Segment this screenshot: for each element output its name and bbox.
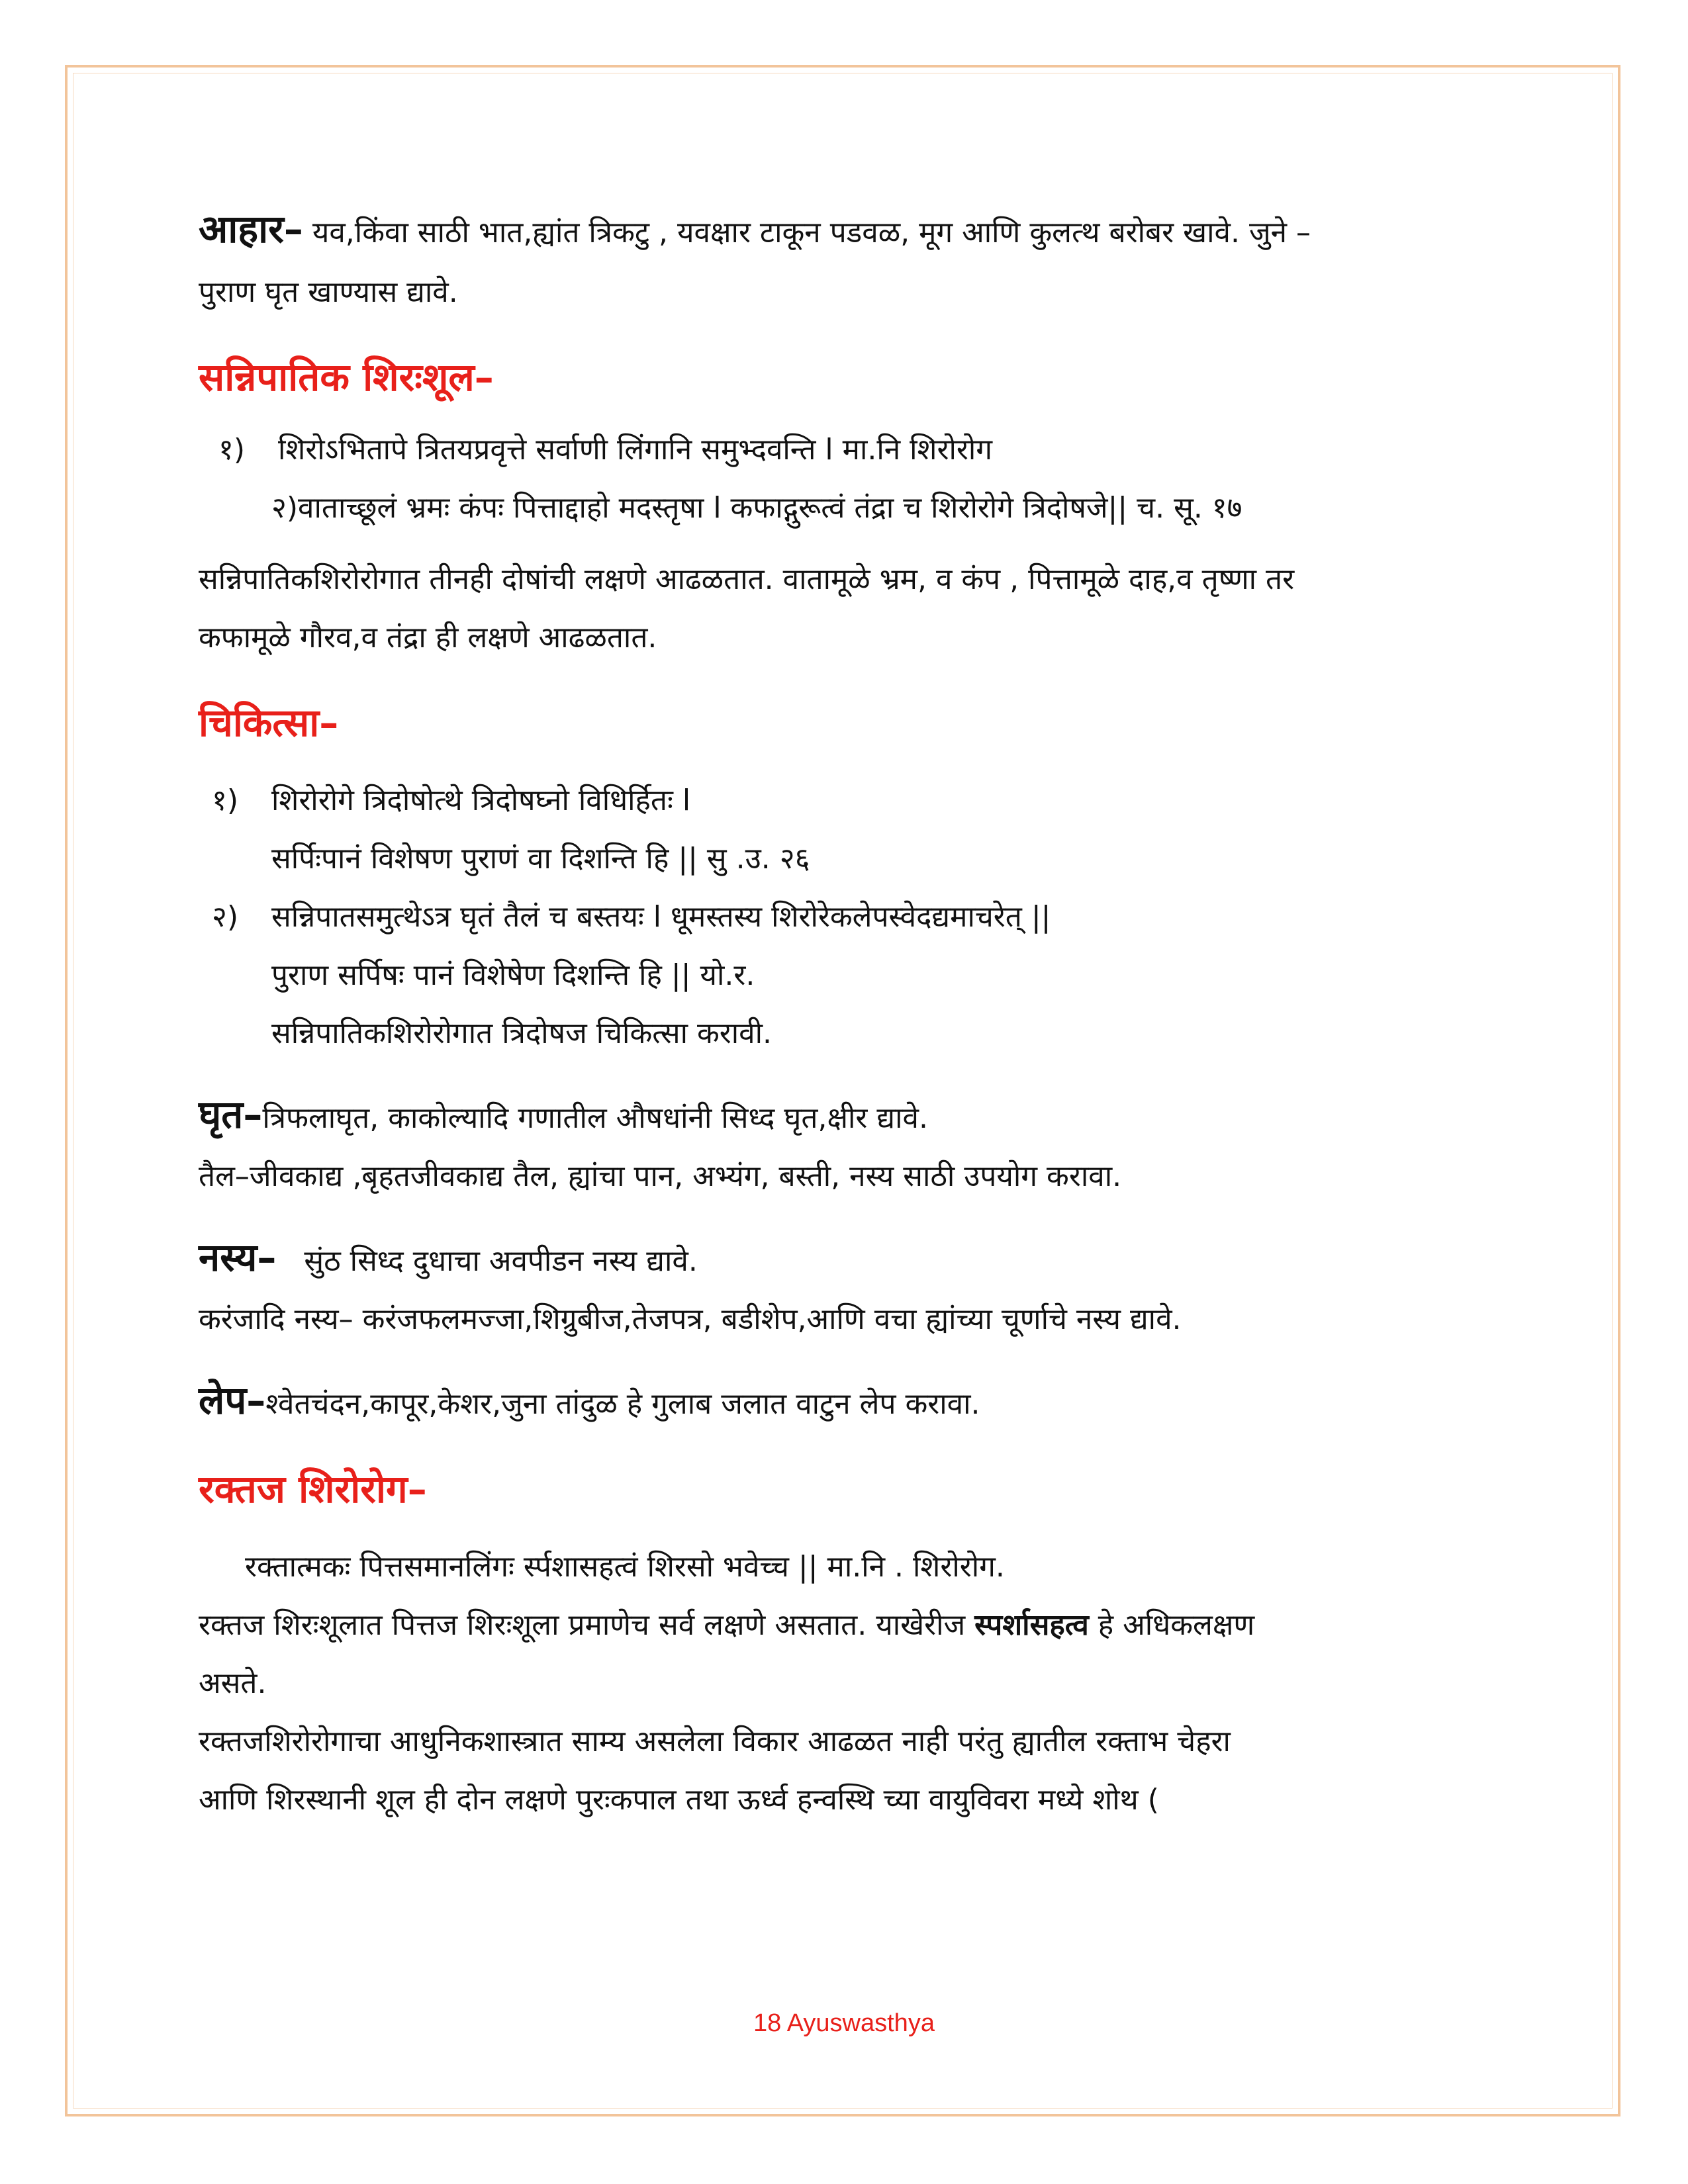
chikitsa-item-2-line-1: सन्निपातसमुत्थेऽत्र घृतं तैलं च बस्तयः l धूमस्तस्य शिरोरेकलेपस्वेदद्यमाचरेत् || [271, 900, 1051, 934]
raktaj-heading [199, 1456, 1496, 1522]
ahar-dash: – [283, 206, 303, 251]
chikitsa-item-1 [199, 772, 1496, 830]
ghrut-paragraph [199, 1085, 1496, 1148]
chikitsa-item-1-num: १) [212, 784, 239, 817]
raktaj-desc-1-bold: स्पर्शासहत्व [974, 1608, 1089, 1642]
sannipatik-verse-2 [199, 479, 1496, 537]
chikitsa-item-2-cont-2 [199, 1005, 1496, 1063]
raktaj-desc-3: आणि शिरस्थानी शूल ही दोन लक्षणे पुरःकपाल तथा ऊर्ध्व हन्वस्थि च्या वायुविवरा मध्ये शोथ ( [199, 1783, 1159, 1817]
raktaj-desc-1 [199, 1596, 1496, 1655]
tel-text: तैल–जीवकाद्य ,बृहतजीवकाद्य तैल, ह्यांचा पान, अभ्यंग, बस्ती, नस्य साठी उपयोग करावा. [199, 1160, 1122, 1193]
page-content [199, 199, 1496, 1829]
sannipatik-heading [199, 344, 1496, 410]
raktaj-heading-text: रक्तज शिरोरोग [199, 1467, 408, 1512]
nasya-paragraph [199, 1228, 1496, 1291]
ghrut-text: त्रिफलाघृत, काकोल्यादि गणातील औषधांनी सिध्द घृत,क्षीर द्यावे. [262, 1101, 928, 1135]
lep-lead: लेप [199, 1378, 247, 1423]
chikitsa-item-2 [199, 888, 1496, 946]
raktaj-verse: रक्तात्मकः पित्तसमानलिंगः र्स्पशासहत्वं शिरसो भवेच्च || मा.नि . शिरोरोग. [245, 1550, 1005, 1584]
ahar-lead: आहार [199, 206, 284, 251]
raktaj-heading-dash: – [407, 1467, 427, 1512]
raktaj-desc-2: रक्तजशिरोरोगाचा आधुनिकशास्त्रात साम्य असलेला विकार आढळत नाही परंतु ह्यातील रक्ताभ चेहरा [199, 1725, 1231, 1758]
ahar-text-2: पुराण घृत खाण्यास द्यावे. [199, 275, 458, 309]
raktaj-desc-1-c: असते. [199, 1666, 267, 1700]
nasya-dash: – [257, 1235, 277, 1280]
chikitsa-item-1-line-2: सर्पिःपानं विशेषण पुराणं वा दिशन्ति हि || सु .उ. २६ [271, 842, 810, 876]
lep-dash: – [246, 1378, 266, 1423]
sannipatik-verse-1 [199, 421, 1496, 479]
chikitsa-item-1-line-1: शिरोरोगे त्रिदोषोत्थे त्रिदोषघ्नो विधिर्हितः l [271, 784, 691, 817]
ghrut-lead: घृत [199, 1092, 244, 1137]
sannipatik-heading-text: सन्निपातिक शिरःशूल [199, 355, 475, 400]
ahar-paragraph [199, 199, 1496, 263]
chikitsa-item-1-cont [199, 830, 1496, 888]
sannipatik-verse-2-text: २)वाताच्छूलं भ्रमः कंपः पित्ताद्दाहो मदस्तृषा l कफाद्गुरूत्वं तंद्रा च शिरोरोगे त्रिदोषजे|| च. सू. १७ [271, 491, 1243, 525]
page-footer: 18 Ayuswasthya [753, 2009, 935, 2037]
raktaj-desc-1-a: रक्तज शिरःशूलात पित्तज शिरःशूला प्रमाणेच सर्व लक्षणे असतात. याखेरीज [199, 1608, 975, 1642]
karanjadi-nasya-text: करंजादि नस्य– करंजफलमज्जा,शिग्रुबीज,तेजपत्र, बडीशेप,आणि वचा ह्यांच्या चूर्णाचे नस्य द्यावे. [199, 1302, 1182, 1336]
lep-paragraph [199, 1371, 1496, 1433]
chikitsa-heading-text: चिकित्सा [199, 700, 320, 745]
ahar-text: यव,किंवा साठी भात,ह्यांत त्रिकटु , यवक्षार टाकून पडवळ, मूग आणि कुलत्थ बरोबर खावे. जुने – [312, 216, 1311, 250]
chikitsa-item-2-num: २) [212, 900, 239, 934]
sannipatik-heading-dash: – [474, 355, 494, 400]
sannipatik-desc-2: कफामूळे गौरव,व तंद्रा ही लक्षणे आढळतात. [199, 621, 657, 655]
sannipatik-verse-1-text: शिरोऽभितापे त्रितयप्रवृत्ते सर्वाणी लिंगानि समुभ्दवन्ति l मा.नि शिरोरोग [278, 433, 993, 467]
ghrut-dash: – [243, 1092, 263, 1137]
raktaj-desc-1-b: हे अधिकलक्षण [1088, 1608, 1255, 1642]
lep-text: श्वेतचंदन,कापूर,केशर,जुना तांदुळ हे गुलाब जलात वाटुन लेप करावा. [265, 1387, 980, 1421]
chikitsa-heading-dash: – [319, 700, 339, 745]
sannipatik-desc-1: सन्निपातिकशिरोरोगात तीनही दोषांची लक्षणे आढळतात. वातामूळे भ्रम, व कंप , पित्तामूळे दाह,व तृष्णा तर [199, 563, 1295, 596]
nasya-lead: नस्य [199, 1235, 258, 1280]
chikitsa-heading [199, 690, 1496, 756]
chikitsa-item-2-line-3: सन्निपातिकशिरोरोगात त्रिदोषज चिकित्सा करावी. [271, 1017, 772, 1050]
chikitsa-item-2-line-2: पुराण सर्पिषः पानं विशेषेण दिशन्ति हि || यो.र. [271, 958, 755, 992]
chikitsa-item-2-cont-1 [199, 946, 1496, 1005]
sannipatik-verse-1-num: १) [218, 433, 246, 467]
nasya-text: सुंठ सिध्द दुधाचा अवपीडन नस्य द्यावे. [304, 1244, 698, 1278]
